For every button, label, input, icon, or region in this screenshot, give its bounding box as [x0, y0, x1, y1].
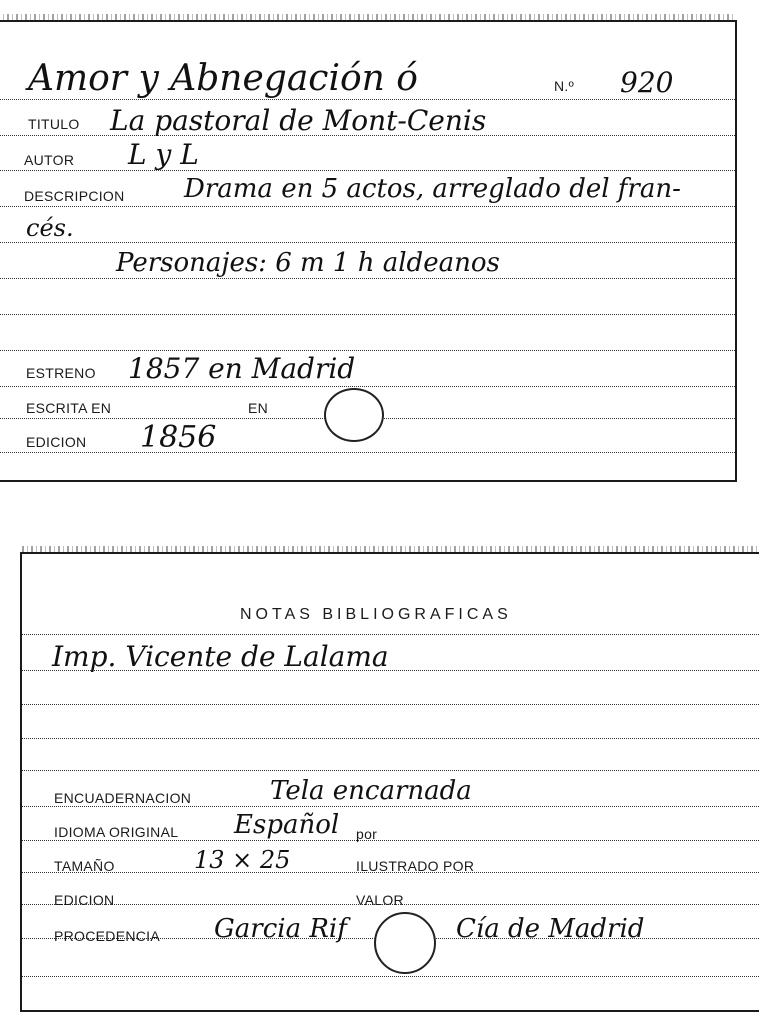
number-label: N.º: [554, 78, 575, 94]
nota-imprenta: Imp. Vicente de Lalama: [52, 640, 389, 673]
idioma-original-value: Español: [234, 810, 340, 840]
procedencia-value-part-1: Garcia Rif: [214, 914, 347, 944]
notas-bibliograficas-heading: NOTAS BIBLIOGRAFICAS: [240, 606, 512, 623]
personajes-note: Personajes: 6 m 1 h aldeanos: [116, 248, 500, 278]
ruled-line: [0, 386, 735, 387]
autor-label: AUTOR: [24, 152, 75, 168]
ruled-line: [0, 170, 735, 171]
por-label: por: [356, 826, 378, 842]
number-value: 920: [620, 66, 674, 99]
descripcion-value: Drama en 5 actos, arreglado del fran-: [184, 174, 681, 204]
encuadernacion-label: ENCUADERNACION: [54, 790, 192, 806]
ruled-line: [0, 206, 735, 207]
punch-hole: [374, 912, 436, 974]
ruled-line: [22, 634, 759, 635]
ilustrado-por-label: ILUSTRADO POR: [356, 858, 475, 874]
ruled-line: [22, 840, 759, 841]
catalog-card-front: [0, 20, 737, 482]
edicion-value: 1856: [140, 420, 217, 455]
tamano-label: TAMAÑO: [54, 858, 115, 874]
torn-top-edge: [22, 546, 759, 552]
titulo-value: La pastoral de Mont-Cenis: [110, 104, 487, 137]
ruled-line: [0, 242, 735, 243]
encuadernacion-value: Tela encarnada: [270, 776, 472, 806]
ruled-line: [22, 770, 759, 771]
valor-label: VALOR: [356, 892, 404, 908]
procedencia-value-part-2: Cía de Madrid: [456, 914, 645, 944]
ruled-line: [22, 704, 759, 705]
en-label: EN: [248, 400, 269, 416]
ruled-line: [22, 976, 759, 977]
autor-value: L y L: [128, 138, 199, 171]
edicion-label: EDICION: [26, 434, 87, 450]
ruled-line: [0, 278, 735, 279]
ruled-line: [22, 806, 759, 807]
main-title-handwritten: Amor y Abnegación ó: [28, 58, 418, 99]
descripcion-label: DESCRIPCION: [24, 188, 125, 204]
procedencia-label: PROCEDENCIA: [54, 928, 160, 944]
torn-top-edge: [0, 14, 735, 20]
ruled-line: [22, 738, 759, 739]
punch-hole: [324, 388, 384, 442]
catalog-card-back: [20, 552, 759, 1012]
ruled-line: [0, 350, 735, 351]
ruled-line: [0, 99, 735, 100]
estreno-value: 1857 en Madrid: [128, 352, 356, 385]
escrita-en-label: ESCRITA EN: [26, 400, 112, 416]
estreno-label: ESTRENO: [26, 365, 96, 381]
ruled-line: [0, 452, 735, 453]
titulo-label: TITULO: [28, 116, 80, 132]
idioma-original-label: IDIOMA ORIGINAL: [54, 824, 179, 840]
ruled-line: [0, 314, 735, 315]
edicion-label: EDICION: [54, 892, 115, 908]
descripcion-continuation: cés.: [26, 214, 74, 242]
tamano-value: 13 × 25: [194, 846, 291, 874]
